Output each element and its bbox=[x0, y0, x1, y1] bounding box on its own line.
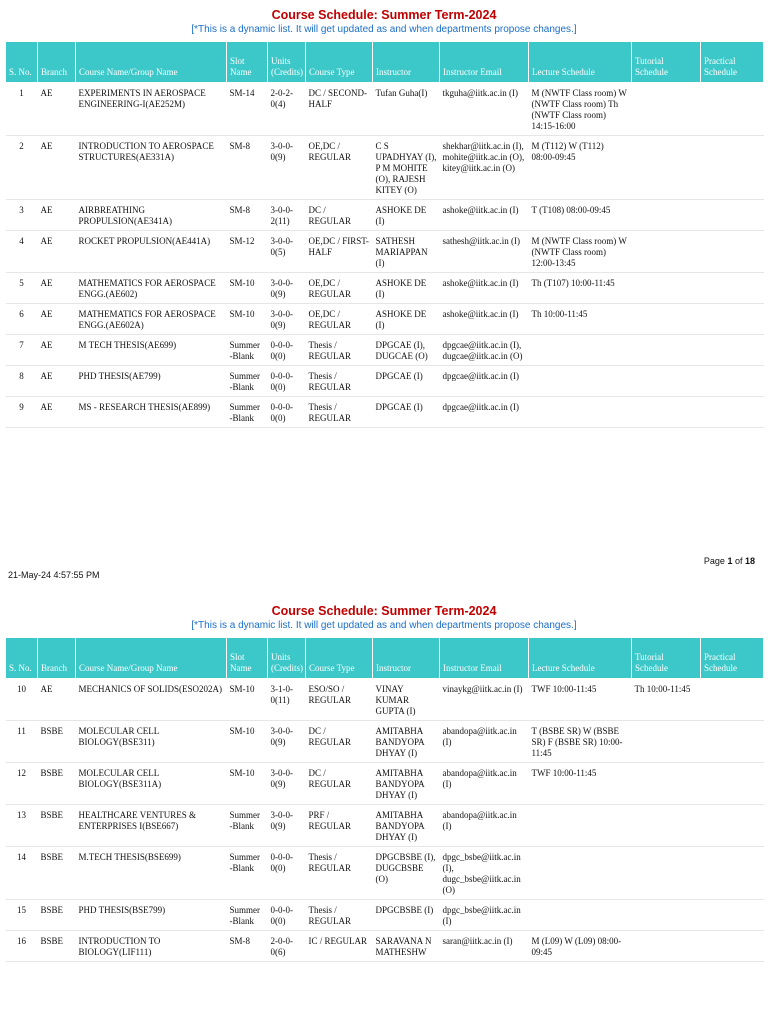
cell-type: OE,DC / FIRST-HALF bbox=[306, 231, 373, 273]
cell-slot: SM-10 bbox=[227, 721, 268, 763]
cell-lecture bbox=[529, 847, 632, 900]
cell-branch: BSBE bbox=[38, 763, 76, 805]
col-header-email: Instructor Email bbox=[440, 42, 529, 83]
cell-units: 3-0-0-0(9) bbox=[268, 273, 306, 304]
col-header-type: Course Type bbox=[306, 638, 373, 679]
cell-branch: AE bbox=[38, 304, 76, 335]
cell-email: dpgcae@iitk.ac.in (I) bbox=[440, 397, 529, 428]
cell-tutorial bbox=[632, 273, 701, 304]
cell-tutorial bbox=[632, 304, 701, 335]
cell-branch: AE bbox=[38, 397, 76, 428]
cell-units: 0-0-0-0(0) bbox=[268, 366, 306, 397]
cell-email: dpgcae@iitk.ac.in (I), dugcae@iitk.ac.in (O) bbox=[440, 335, 529, 366]
cell-practical bbox=[701, 847, 764, 900]
cell-email: saran@iitk.ac.in (I) bbox=[440, 931, 529, 962]
cell-tutorial bbox=[632, 847, 701, 900]
cell-instructor: ASHOKE DE (I) bbox=[373, 273, 440, 304]
cell-type: DC / REGULAR bbox=[306, 721, 373, 763]
table-row bbox=[6, 679, 764, 721]
cell-tutorial bbox=[632, 397, 701, 428]
cell-course: MOLECULAR CELL BIOLOGY(BSE311A) bbox=[76, 763, 227, 805]
cell-instructor: DPGCAE (I) bbox=[373, 397, 440, 428]
cell-sno: 2 bbox=[6, 136, 38, 200]
col-header-sno: S. No. bbox=[6, 42, 38, 83]
cell-practical bbox=[701, 900, 764, 931]
col-header-slot: Slot Name bbox=[227, 42, 268, 83]
cell-units: 0-0-0-0(0) bbox=[268, 847, 306, 900]
cell-sno: 4 bbox=[6, 231, 38, 273]
cell-type: ESO/SO / REGULAR bbox=[306, 679, 373, 721]
cell-lecture bbox=[529, 366, 632, 397]
cell-lecture: Th (T107) 10:00-11:45 bbox=[529, 273, 632, 304]
cell-instructor: ASHOKE DE (I) bbox=[373, 200, 440, 231]
cell-lecture: M (T112) W (T112) 08:00-09:45 bbox=[529, 136, 632, 200]
cell-lecture: M (L09) W (L09) 08:00-09:45 bbox=[529, 931, 632, 962]
cell-tutorial bbox=[632, 931, 701, 962]
cell-practical bbox=[701, 200, 764, 231]
cell-practical bbox=[701, 805, 764, 847]
cell-slot: SM-10 bbox=[227, 679, 268, 721]
cell-slot: Summer -Blank bbox=[227, 900, 268, 931]
cell-type: DC / REGULAR bbox=[306, 200, 373, 231]
cell-course: MATHEMATICS FOR AEROSPACE ENGG.(AE602A) bbox=[76, 304, 227, 335]
cell-branch: BSBE bbox=[38, 721, 76, 763]
cell-branch: BSBE bbox=[38, 931, 76, 962]
pdf-page-2 bbox=[0, 596, 768, 1024]
cell-sno: 10 bbox=[6, 679, 38, 721]
cell-branch: BSBE bbox=[38, 805, 76, 847]
cell-units: 3-0-0-0(9) bbox=[268, 763, 306, 805]
cell-email: ashoke@iitk.ac.in (I) bbox=[440, 273, 529, 304]
cell-branch: AE bbox=[38, 273, 76, 304]
cell-type: OE,DC / REGULAR bbox=[306, 304, 373, 335]
cell-instructor: AMITABHA BANDYOPA DHYAY (I) bbox=[373, 805, 440, 847]
cell-lecture: M (NWTF Class room) W (NWTF Class room) 12:00-13:45 bbox=[529, 231, 632, 273]
cell-email: abandopa@iitk.ac.in (I) bbox=[440, 805, 529, 847]
cell-tutorial bbox=[632, 83, 701, 136]
cell-instructor: AMITABHA BANDYOPA DHYAY (I) bbox=[373, 721, 440, 763]
cell-lecture: TWF 10:00-11:45 bbox=[529, 763, 632, 805]
cell-slot: SM-8 bbox=[227, 200, 268, 231]
col-header-tutorial: Tutorial Schedule bbox=[632, 638, 701, 679]
cell-course: MS - RESEARCH THESIS(AE899) bbox=[76, 397, 227, 428]
cell-practical bbox=[701, 721, 764, 763]
cell-units: 3-0-0-0(9) bbox=[268, 805, 306, 847]
cell-type: DC / SECOND-HALF bbox=[306, 83, 373, 136]
table-row bbox=[6, 763, 764, 805]
table-row bbox=[6, 200, 764, 231]
col-header-practical: Practical Schedule bbox=[701, 638, 764, 679]
page-subtitle: [*This is a dynamic list. It will get updated as and when departments propose changes.] bbox=[191, 620, 577, 631]
page-number: Page 1 of 18 bbox=[703, 556, 755, 566]
cell-sno: 3 bbox=[6, 200, 38, 231]
cell-tutorial bbox=[632, 900, 701, 931]
cell-slot: Summer -Blank bbox=[227, 335, 268, 366]
cell-lecture: TWF 10:00-11:45 bbox=[529, 679, 632, 721]
cell-slot: SM-8 bbox=[227, 136, 268, 200]
cell-units: 3-0-0-0(9) bbox=[268, 136, 306, 200]
cell-sno: 15 bbox=[6, 900, 38, 931]
cell-units: 0-0-0-0(0) bbox=[268, 335, 306, 366]
cell-course: MATHEMATICS FOR AEROSPACE ENGG.(AE602) bbox=[76, 273, 227, 304]
schedule-table bbox=[5, 41, 764, 428]
page-title: Course Schedule: Summer Term-2024 bbox=[271, 8, 497, 22]
cell-email: sathesh@iitk.ac.in (I) bbox=[440, 231, 529, 273]
cell-tutorial bbox=[632, 721, 701, 763]
table-header-row bbox=[6, 42, 764, 83]
table-row bbox=[6, 721, 764, 763]
cell-tutorial: Th 10:00-11:45 bbox=[632, 679, 701, 721]
cell-type: Thesis / REGULAR bbox=[306, 397, 373, 428]
cell-branch: AE bbox=[38, 679, 76, 721]
col-header-units: Units (Credits) bbox=[268, 42, 306, 83]
cell-tutorial bbox=[632, 763, 701, 805]
cell-practical bbox=[701, 136, 764, 200]
cell-units: 3-0-0-2(11) bbox=[268, 200, 306, 231]
cell-branch: AE bbox=[38, 200, 76, 231]
cell-practical bbox=[701, 83, 764, 136]
table-row bbox=[6, 931, 764, 962]
cell-instructor: Tufan Guha(I) bbox=[373, 83, 440, 136]
cell-type: OE,DC / REGULAR bbox=[306, 273, 373, 304]
cell-lecture: Th 10:00-11:45 bbox=[529, 304, 632, 335]
page-subtitle: [*This is a dynamic list. It will get updated as and when departments propose changes.] bbox=[191, 24, 577, 35]
cell-course: HEALTHCARE VENTURES & ENTERPRISES I(BSE667) bbox=[76, 805, 227, 847]
col-header-units: Units (Credits) bbox=[268, 638, 306, 679]
cell-sno: 14 bbox=[6, 847, 38, 900]
cell-practical bbox=[701, 366, 764, 397]
cell-tutorial bbox=[632, 136, 701, 200]
cell-instructor: DPGCBSBE (I) bbox=[373, 900, 440, 931]
cell-course: PHD THESIS(BSE799) bbox=[76, 900, 227, 931]
table-row bbox=[6, 231, 764, 273]
col-header-instructor: Instructor bbox=[373, 638, 440, 679]
cell-branch: AE bbox=[38, 231, 76, 273]
cell-slot: SM-10 bbox=[227, 763, 268, 805]
cell-type: Thesis / REGULAR bbox=[306, 900, 373, 931]
table-row bbox=[6, 136, 764, 200]
cell-tutorial bbox=[632, 231, 701, 273]
col-header-lecture: Lecture Schedule bbox=[529, 42, 632, 83]
cell-units: 0-0-0-0(0) bbox=[268, 900, 306, 931]
cell-slot: SM-10 bbox=[227, 304, 268, 335]
cell-slot: SM-14 bbox=[227, 83, 268, 136]
cell-instructor: SATHESH MARIAPPAN (I) bbox=[373, 231, 440, 273]
cell-type: IC / REGULAR bbox=[306, 931, 373, 962]
cell-sno: 13 bbox=[6, 805, 38, 847]
col-header-type: Course Type bbox=[306, 42, 373, 83]
cell-sno: 11 bbox=[6, 721, 38, 763]
cell-units: 3-0-0-0(9) bbox=[268, 304, 306, 335]
cell-tutorial bbox=[632, 200, 701, 231]
cell-email: ashoke@iitk.ac.in (I) bbox=[440, 200, 529, 231]
cell-practical bbox=[701, 931, 764, 962]
cell-branch: AE bbox=[38, 366, 76, 397]
cell-email: vinaykg@iitk.ac.in (I) bbox=[440, 679, 529, 721]
cell-course: AIRBREATHING PROPULSION(AE341A) bbox=[76, 200, 227, 231]
cell-slot: SM-10 bbox=[227, 273, 268, 304]
cell-instructor: C S UPADHYAY (I), P M MOHITE (O), RAJESH KITEY (O) bbox=[373, 136, 440, 200]
table-row bbox=[6, 273, 764, 304]
cell-units: 0-0-0-0(0) bbox=[268, 397, 306, 428]
cell-email: dpgc_bsbe@iitk.ac.in (I) bbox=[440, 900, 529, 931]
cell-type: OE,DC / REGULAR bbox=[306, 136, 373, 200]
cell-tutorial bbox=[632, 335, 701, 366]
cell-slot: Summer -Blank bbox=[227, 847, 268, 900]
cell-practical bbox=[701, 335, 764, 366]
cell-type: Thesis / REGULAR bbox=[306, 335, 373, 366]
print-timestamp: 21-May-24 4:57:55 PM bbox=[8, 570, 100, 580]
col-header-tutorial: Tutorial Schedule bbox=[632, 42, 701, 83]
cell-branch: AE bbox=[38, 83, 76, 136]
cell-type: Thesis / REGULAR bbox=[306, 847, 373, 900]
cell-units: 3-1-0-0(11) bbox=[268, 679, 306, 721]
cell-slot: Summer -Blank bbox=[227, 805, 268, 847]
cell-email: shekhar@iitk.ac.in (I), mohite@iitk.ac.in (O), kitey@iitk.ac.in (O) bbox=[440, 136, 529, 200]
cell-branch: BSBE bbox=[38, 900, 76, 931]
cell-slot: SM-12 bbox=[227, 231, 268, 273]
cell-units: 2-0-2-0(4) bbox=[268, 83, 306, 136]
cell-practical bbox=[701, 231, 764, 273]
cell-course: MECHANICS OF SOLIDS(ESO202A) bbox=[76, 679, 227, 721]
cell-type: Thesis / REGULAR bbox=[306, 366, 373, 397]
cell-branch: AE bbox=[38, 136, 76, 200]
cell-lecture bbox=[529, 397, 632, 428]
cell-slot: Summer -Blank bbox=[227, 397, 268, 428]
cell-type: PRF / REGULAR bbox=[306, 805, 373, 847]
col-header-lecture: Lecture Schedule bbox=[529, 638, 632, 679]
cell-course: EXPERIMENTS IN AEROSPACE ENGINEERING-I(AE252M) bbox=[76, 83, 227, 136]
cell-lecture: T (T108) 08:00-09:45 bbox=[529, 200, 632, 231]
table-row bbox=[6, 335, 764, 366]
cell-units: 3-0-0-0(5) bbox=[268, 231, 306, 273]
cell-course: INTRODUCTION TO BIOLOGY(LIF111) bbox=[76, 931, 227, 962]
table-row bbox=[6, 397, 764, 428]
page-title: Course Schedule: Summer Term-2024 bbox=[271, 604, 497, 618]
cell-instructor: VINAY KUMAR GUPTA (I) bbox=[373, 679, 440, 721]
cell-sno: 1 bbox=[6, 83, 38, 136]
cell-tutorial bbox=[632, 366, 701, 397]
cell-units: 2-0-0-0(6) bbox=[268, 931, 306, 962]
cell-sno: 7 bbox=[6, 335, 38, 366]
cell-lecture: M (NWTF Class room) W (NWTF Class room) Th (NWTF Class room) 14:15-16:00 bbox=[529, 83, 632, 136]
cell-instructor: ASHOKE DE (I) bbox=[373, 304, 440, 335]
table-row bbox=[6, 847, 764, 900]
cell-lecture: T (BSBE SR) W (BSBE SR) F (BSBE SR) 10:00-11:45 bbox=[529, 721, 632, 763]
col-header-practical: Practical Schedule bbox=[701, 42, 764, 83]
cell-lecture bbox=[529, 805, 632, 847]
cell-course: PHD THESIS(AE799) bbox=[76, 366, 227, 397]
table-row bbox=[6, 304, 764, 335]
table-row bbox=[6, 366, 764, 397]
col-header-email: Instructor Email bbox=[440, 638, 529, 679]
cell-branch: BSBE bbox=[38, 847, 76, 900]
cell-branch: AE bbox=[38, 335, 76, 366]
cell-course: INTRODUCTION TO AEROSPACE STRUCTURES(AE331A) bbox=[76, 136, 227, 200]
cell-sno: 8 bbox=[6, 366, 38, 397]
cell-instructor: SARAVANA N MATHESHW bbox=[373, 931, 440, 962]
table-row bbox=[6, 83, 764, 136]
col-header-instructor: Instructor bbox=[373, 42, 440, 83]
cell-practical bbox=[701, 679, 764, 721]
cell-practical bbox=[701, 397, 764, 428]
cell-instructor: DPGCAE (I), DUGCAE (O) bbox=[373, 335, 440, 366]
cell-slot: Summer -Blank bbox=[227, 366, 268, 397]
cell-email: dpgc_bsbe@iitk.ac.in (I), dugc_bsbe@iitk.ac.in (O) bbox=[440, 847, 529, 900]
cell-email: tkguha@iitk.ac.in (I) bbox=[440, 83, 529, 136]
cell-course: MOLECULAR CELL BIOLOGY(BSE311) bbox=[76, 721, 227, 763]
col-header-sno: S. No. bbox=[6, 638, 38, 679]
cell-course: M.TECH THESIS(BSE699) bbox=[76, 847, 227, 900]
col-header-branch: Branch bbox=[38, 638, 76, 679]
cell-instructor: AMITABHA BANDYOPA DHYAY (I) bbox=[373, 763, 440, 805]
cell-lecture bbox=[529, 900, 632, 931]
cell-course: M TECH THESIS(AE699) bbox=[76, 335, 227, 366]
table-row bbox=[6, 805, 764, 847]
col-header-branch: Branch bbox=[38, 42, 76, 83]
cell-practical bbox=[701, 304, 764, 335]
cell-tutorial bbox=[632, 805, 701, 847]
cell-sno: 12 bbox=[6, 763, 38, 805]
col-header-course: Course Name/Group Name bbox=[76, 638, 227, 679]
cell-slot: SM-8 bbox=[227, 931, 268, 962]
cell-email: abandopa@iitk.ac.in (I) bbox=[440, 721, 529, 763]
cell-sno: 5 bbox=[6, 273, 38, 304]
col-header-slot: Slot Name bbox=[227, 638, 268, 679]
cell-email: dpgcae@iitk.ac.in (I) bbox=[440, 366, 529, 397]
cell-sno: 6 bbox=[6, 304, 38, 335]
col-header-course: Course Name/Group Name bbox=[76, 42, 227, 83]
cell-type: DC / REGULAR bbox=[306, 763, 373, 805]
cell-practical bbox=[701, 273, 764, 304]
schedule-table bbox=[5, 637, 764, 962]
cell-practical bbox=[701, 763, 764, 805]
table-header-row bbox=[6, 638, 764, 679]
cell-sno: 16 bbox=[6, 931, 38, 962]
cell-email: abandopa@iitk.ac.in (I) bbox=[440, 763, 529, 805]
cell-instructor: DPGCBSBE (I), DUGCBSBE (O) bbox=[373, 847, 440, 900]
table-row bbox=[6, 900, 764, 931]
cell-email: ashoke@iitk.ac.in (I) bbox=[440, 304, 529, 335]
cell-sno: 9 bbox=[6, 397, 38, 428]
cell-instructor: DPGCAE (I) bbox=[373, 366, 440, 397]
cell-units: 3-0-0-0(9) bbox=[268, 721, 306, 763]
cell-course: ROCKET PROPULSION(AE441A) bbox=[76, 231, 227, 273]
cell-lecture bbox=[529, 335, 632, 366]
